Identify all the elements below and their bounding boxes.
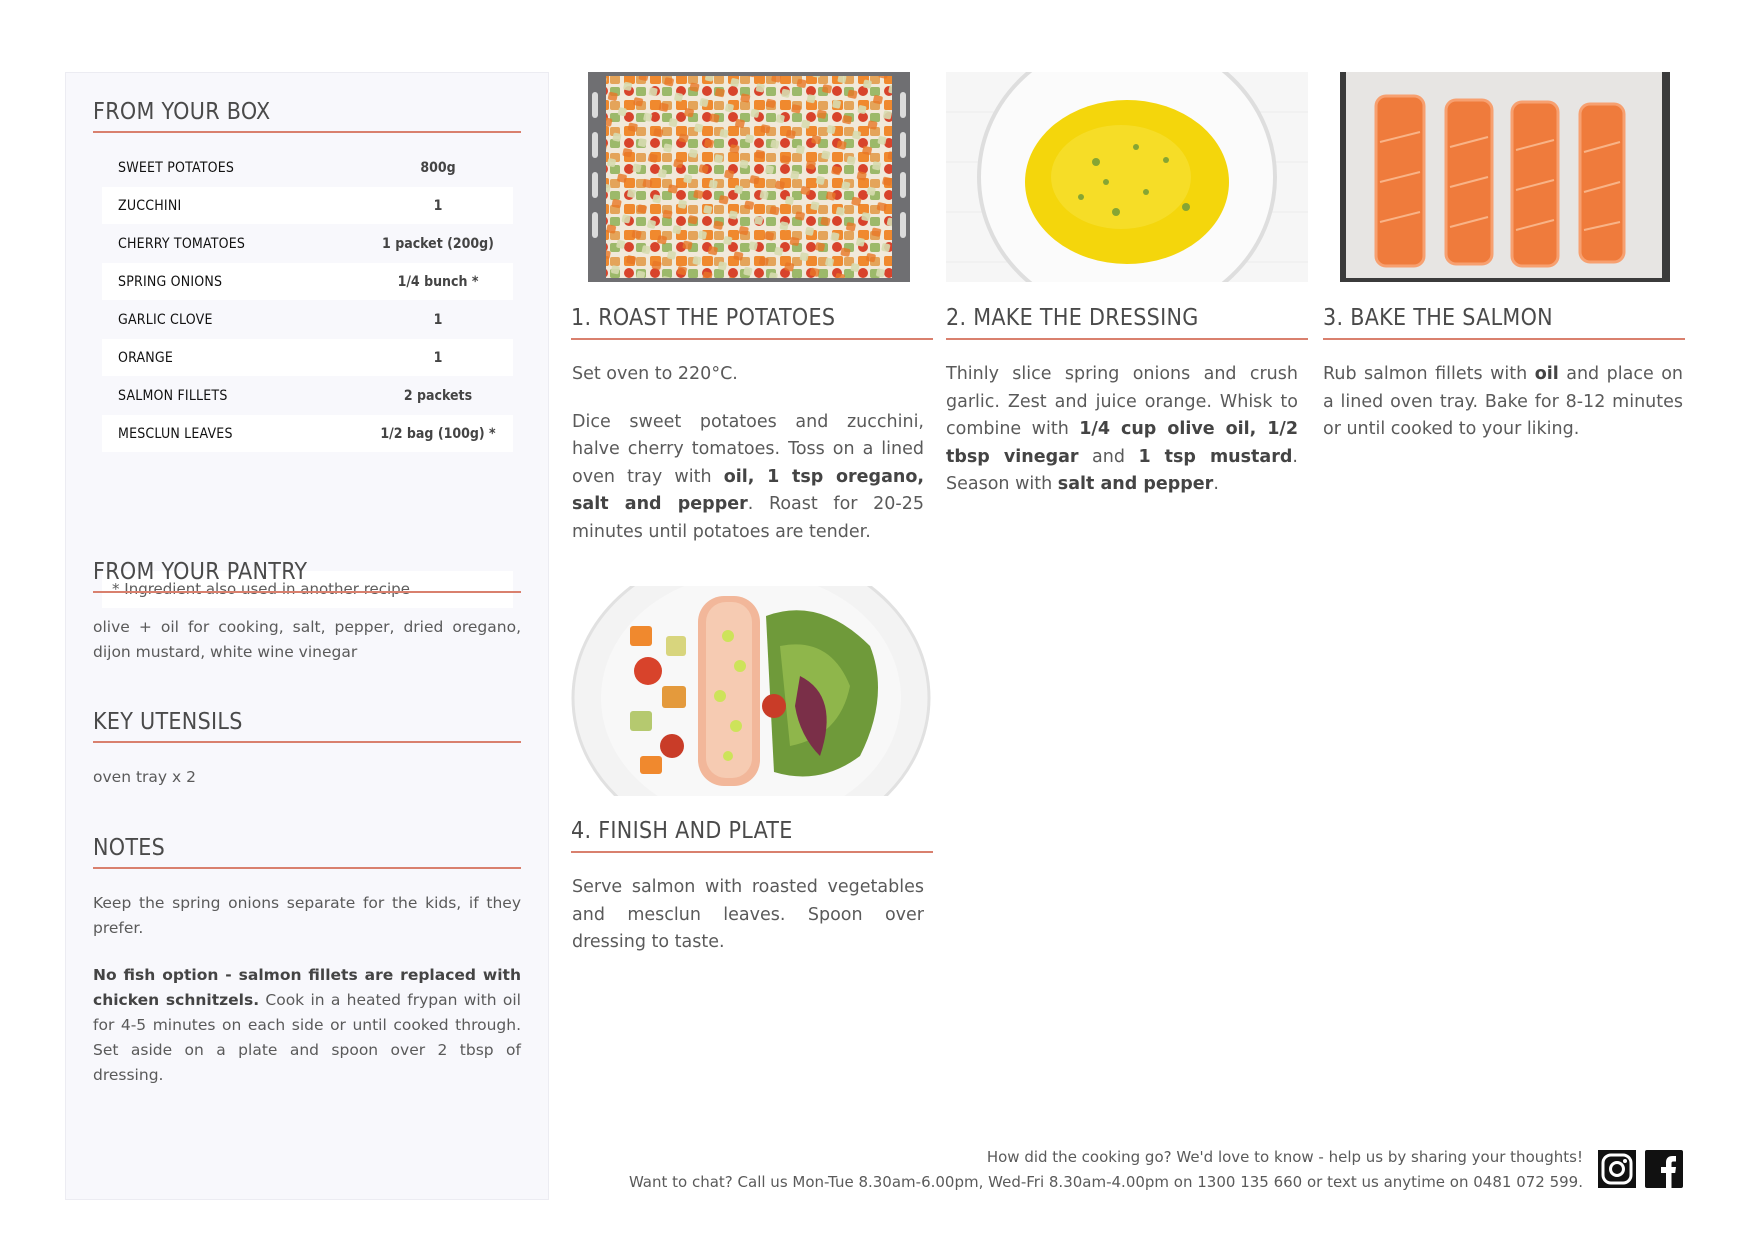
notes-paragraph: Keep the spring onions separate for the kids, if they prefer.	[93, 894, 521, 937]
ingredient-row	[102, 187, 513, 224]
key-utensils-heading: KEY UTENSILS	[93, 709, 521, 743]
ingredient-name: CHERRY TOMATOES	[118, 235, 246, 252]
utensils-list: oven tray x 2	[93, 768, 196, 786]
step-2-bold: 1/4 cup olive oil, 1/2 tbsp vinegar	[946, 419, 1298, 467]
step-2-body	[946, 361, 1298, 519]
ingredient-qty: 800g	[420, 159, 456, 176]
step-4-body	[572, 874, 924, 977]
instagram-icon[interactable]	[1598, 1150, 1636, 1188]
ingredient-footnote: * Ingredient also used in another recipe	[102, 571, 513, 608]
step-3-text: Rub salmon fillets with	[1323, 364, 1535, 384]
step-3-text: and place on a lined oven tray. Bake for 8-12 minutes or until cooked to your liking.	[1323, 364, 1683, 439]
ingredient-qty: 1 packet (200g)	[382, 235, 494, 252]
ingredients-sidebar	[65, 72, 549, 1200]
step-2-text: .	[1213, 474, 1219, 494]
ingredient-qty: 1/4 bunch *	[397, 273, 479, 290]
ingredient-name: MESCLUN LEAVES	[118, 425, 233, 442]
ingredient-name: SWEET POTATOES	[118, 159, 235, 176]
pantry-list: olive + oil for cooking, salt, pepper, dried oregano, dijon mustard, white wine vinegar	[93, 618, 521, 661]
step-2-title: 2. MAKE THE DRESSING	[946, 305, 1308, 340]
step-3-paragraph	[1323, 361, 1683, 444]
step-2-text: Thinly slice spring onions and crush garlic. Zest and juice orange. Whisk to combine with	[946, 364, 1298, 439]
roast-vegetables-photo	[570, 72, 932, 282]
step-1-body	[572, 361, 924, 566]
step-3-bold: oil	[1534, 364, 1559, 384]
step-1-title: 1. ROAST THE POTATOES	[571, 305, 933, 340]
ingredient-row	[102, 149, 513, 186]
ingredient-name: GARLIC CLOVE	[118, 311, 213, 328]
from-your-pantry-heading: FROM YOUR PANTRY	[93, 559, 521, 593]
step-2-bold: salt and pepper	[1057, 474, 1214, 494]
notes-option-text: Cook in a heated frypan with oil for 4-5 minutes on each side or until cooked through. Set aside on a plate and spoon over 2 tbsp of dressing.	[93, 991, 521, 1084]
step-1-paragraph: Set oven to 220°C.	[572, 364, 738, 384]
ingredient-name: SALMON FILLETS	[118, 387, 228, 404]
step-4-title: 4. FINISH AND PLATE	[571, 818, 933, 853]
step-1-bold: oil, 1 tsp oregano, salt and pepper	[572, 466, 925, 514]
dressing-bowl-photo	[946, 72, 1308, 282]
ingredient-qty: 1/2 bag (100g) *	[380, 425, 496, 442]
ingredient-qty: 1	[433, 311, 443, 328]
facebook-icon[interactable]	[1645, 1150, 1683, 1188]
ingredient-row	[102, 225, 513, 262]
salmon-tray-photo	[1324, 72, 1686, 282]
ingredients-table	[102, 149, 513, 453]
ingredient-name: ORANGE	[118, 349, 174, 366]
notes-option-paragraph	[93, 963, 521, 1088]
plated-dish-photo	[570, 586, 932, 796]
step-1-paragraph	[572, 409, 924, 547]
step-3-title: 3. BAKE THE SALMON	[1323, 305, 1685, 340]
ingredient-row	[102, 415, 513, 452]
notes-heading: NOTES	[93, 835, 521, 869]
step-2-text: and	[1078, 446, 1139, 467]
ingredient-qty: 2 packets	[403, 387, 473, 404]
feedback-line: How did the cooking go? We'd love to know - help us by sharing your thoughts!	[986, 1148, 1583, 1166]
ingredient-qty: 1	[433, 349, 443, 366]
ingredient-row	[102, 377, 513, 414]
from-your-box-heading: FROM YOUR BOX	[93, 99, 521, 133]
step-1-text: . Roast for 20-25 minutes until potatoes are tender.	[572, 494, 924, 542]
ingredient-qty: 1	[433, 197, 443, 214]
step-2-paragraph	[946, 361, 1298, 499]
ingredient-name: SPRING ONIONS	[118, 273, 223, 290]
feedback-footer	[629, 1145, 1583, 1195]
step-4-paragraph: Serve salmon with roasted vegetables and mesclun leaves. Spoon over dressing to taste.	[572, 877, 924, 952]
step-3-body	[1323, 361, 1683, 464]
ingredient-row	[102, 301, 513, 338]
ingredient-row	[102, 263, 513, 300]
contact-line: Want to chat? Call us Mon-Tue 8.30am-6.00pm, Wed-Fri 8.30am-4.00pm on 1300 135 660 or text us anytime on 0481 072 599.	[628, 1173, 1583, 1191]
ingredient-row	[102, 339, 513, 376]
step-2-text: . Season with	[946, 446, 1298, 494]
notes-option-bold: No fish option - salmon fillets are replaced with chicken schnitzels.	[93, 966, 521, 1009]
step-2-bold: 1 tsp mustard	[1138, 446, 1293, 467]
ingredient-name: ZUCCHINI	[118, 197, 182, 214]
step-1-text: Dice sweet potatoes and zucchini, halve cherry tomatoes. Toss on a lined oven tray with	[572, 411, 924, 487]
